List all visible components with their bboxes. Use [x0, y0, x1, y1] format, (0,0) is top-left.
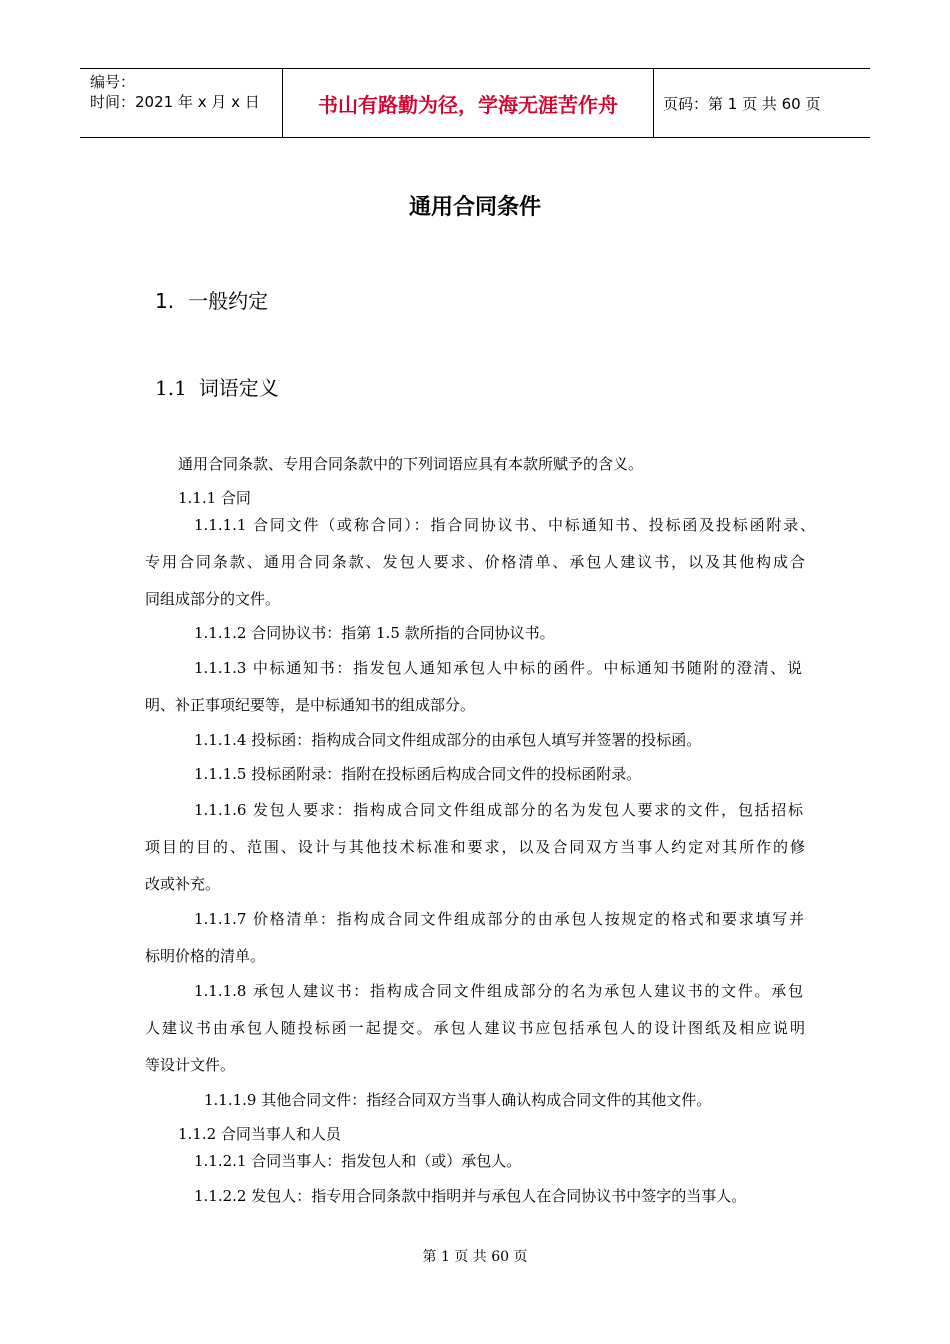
clause-1-1-1-8-line-1: 1.1.1.8 承包人建议书：指构成合同文件组成部分的名为承包人建议书的文件。承包: [194, 982, 803, 1000]
section-heading-1-1: [155, 372, 279, 401]
clause-1-1-1-8-line-3: 等设计文件。: [145, 1056, 236, 1074]
paragraph-intro: 通用合同条款、专用合同条款中的下列词语应具有本款所赋予的含义。: [178, 455, 644, 473]
header-motto: 书山有路勤为径，学海无涯苦作舟: [282, 69, 654, 137]
clause-1-1-2-2: 1.1.2.2 发包人：指专用合同条款中指明并与承包人在合同协议书中签字的当事人。: [194, 1187, 747, 1205]
clause-1-1-1-4: 1.1.1.4 投标函：指构成合同文件组成部分的由承包人填写并签署的投标函。: [194, 731, 702, 749]
document-date-label: 时间：2021 年 x 月 x 日: [90, 93, 260, 111]
document-number-label: 编号：: [90, 73, 136, 91]
subsection-1-1-1: 1.1.1 合同: [178, 489, 251, 507]
clause-1-1-1-1-line-3: 同组成部分的文件。: [145, 590, 281, 608]
section-number: 1.1: [155, 376, 187, 400]
page-footer: 第 1 页 共 60 页: [422, 1249, 528, 1265]
clause-1-1-1-3-line-1: 1.1.1.3 中标通知书：指发包人通知承包人中标的函件。中标通知书随附的澄清、说: [194, 659, 802, 677]
clause-1-1-1-5: 1.1.1.5 投标函附录：指附在投标函后构成合同文件的投标函附录。: [194, 765, 642, 783]
clause-1-1-1-3-line-2: 明、补正事项纪要等，是中标通知书的组成部分。: [145, 696, 476, 714]
clause-1-1-1-6-line-1: 1.1.1.6 发包人要求：指构成合同文件组成部分的名为发包人要求的文件，包括招标: [194, 801, 803, 819]
clause-1-1-1-6-line-3: 改或补充。: [145, 875, 221, 893]
clause-1-1-1-8-line-2: 人建议书由承包人随投标函一起提交。承包人建议书应包括承包人的设计图纸及相应说明: [145, 1019, 805, 1037]
clause-1-1-1-7-line-2: 标明价格的清单。: [145, 947, 266, 965]
clause-1-1-1-7-line-1: 1.1.1.7 价格清单：指构成合同文件组成部分的由承包人按规定的格式和要求填写并: [194, 910, 804, 928]
clause-1-1-1-9: 1.1.1.9 其他合同文件：指经合同双方当事人确认构成合同文件的其他文件。: [204, 1091, 712, 1109]
clause-1-1-1-2: 1.1.1.2 合同协议书：指第 1.5 款所指的合同协议书。: [194, 624, 555, 642]
clause-1-1-1-6-line-2: 项目的目的、范围、设计与其他技术标准和要求，以及合同双方当事人约定对其所作的修: [145, 838, 805, 856]
header-meta: [80, 69, 282, 137]
document-title: 通用合同条件: [408, 195, 541, 220]
section-heading-1: [155, 285, 268, 314]
clause-1-1-1-1-line-2: 专用合同条款、通用合同条款、发包人要求、价格清单、承包人建议书，以及其他构成合: [145, 553, 805, 571]
subsection-1-1-2: 1.1.2 合同当事人和人员: [178, 1125, 341, 1143]
clause-1-1-2-1: 1.1.2.1 合同当事人：指发包人和（或）承包人。: [194, 1152, 522, 1170]
section-title: 一般约定: [188, 289, 269, 313]
page-header: [80, 68, 870, 138]
header-page-label: 页码：第 1 页 共 60 页: [663, 94, 821, 113]
clause-1-1-1-1-line-1: 1.1.1.1 合同文件（或称合同）：指合同协议书、中标通知书、投标函及投标函附录、: [194, 516, 815, 534]
section-title: 词语定义: [198, 376, 279, 400]
section-number: 1.: [155, 289, 175, 313]
